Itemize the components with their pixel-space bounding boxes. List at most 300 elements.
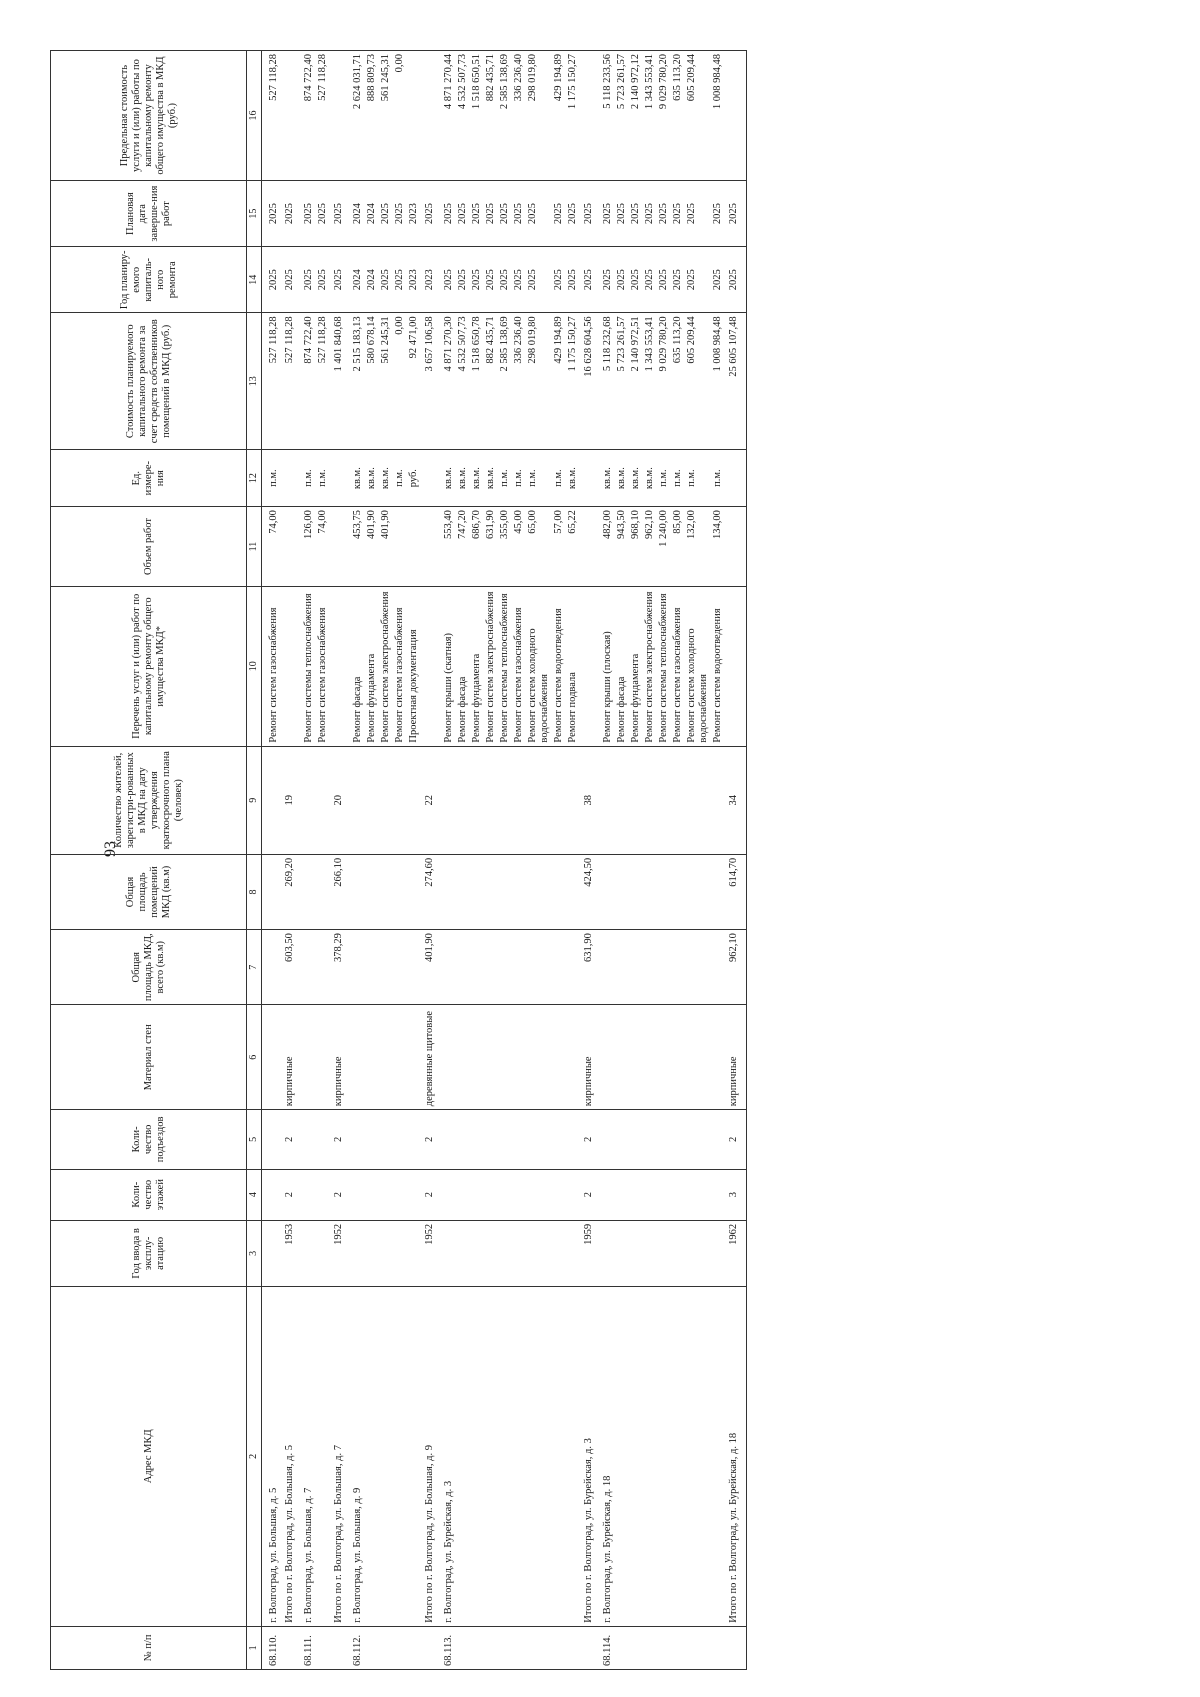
table-cell: 74,00 bbox=[316, 507, 330, 587]
table-cell: п.м. bbox=[552, 450, 566, 507]
table-cell: 2 bbox=[421, 1110, 442, 1169]
table-cell bbox=[442, 1169, 456, 1220]
table-cell bbox=[302, 1110, 316, 1169]
table-row bbox=[407, 51, 421, 1670]
table-cell bbox=[643, 1005, 657, 1110]
table-cell bbox=[262, 1005, 282, 1110]
table-cell bbox=[685, 1110, 711, 1169]
table-cell bbox=[262, 1110, 282, 1169]
table-cell bbox=[262, 746, 282, 854]
header-cell: Год ввода в эксплу-атацию bbox=[51, 1220, 247, 1286]
header-cell: Общая площадь помещений МКД (кв.м) bbox=[51, 854, 247, 929]
table-cell: 401,90 bbox=[365, 507, 379, 587]
table-cell: 882 435,71 bbox=[484, 313, 498, 450]
table-cell: 2 bbox=[281, 1110, 302, 1169]
table-cell: 401,90 bbox=[379, 507, 393, 587]
table-cell: 2025 bbox=[580, 247, 601, 313]
table-cell: 266,10 bbox=[330, 854, 351, 929]
table-cell bbox=[566, 1626, 580, 1669]
table-cell bbox=[615, 854, 629, 929]
header-cell: Коли-чество этажей bbox=[51, 1169, 247, 1220]
table-cell bbox=[330, 507, 351, 587]
table-cell bbox=[407, 1626, 421, 1669]
table-cell bbox=[566, 1220, 580, 1286]
table-cell: 1953 bbox=[281, 1220, 302, 1286]
table-cell bbox=[456, 1110, 470, 1169]
table-cell bbox=[526, 1005, 552, 1110]
table-cell bbox=[711, 1169, 725, 1220]
table-cell: 269,20 bbox=[281, 854, 302, 929]
table-cell: Ремонт системы теплоснабжения bbox=[302, 586, 316, 746]
table-cell: 5 723 261,57 bbox=[615, 51, 629, 181]
table-cell: 1962 bbox=[725, 1220, 747, 1286]
column-number: 2 bbox=[247, 1286, 262, 1626]
table-cell: 2025 bbox=[526, 181, 552, 247]
table-cell: 38 bbox=[580, 746, 601, 854]
table-cell bbox=[281, 586, 302, 746]
table-cell bbox=[470, 1169, 484, 1220]
table-cell: Ремонт систем водоотведения bbox=[711, 586, 725, 746]
table-cell: 635 113,20 bbox=[671, 313, 685, 450]
table-cell: 968,10 bbox=[629, 507, 643, 587]
table-cell: 1959 bbox=[580, 1220, 601, 1286]
rotated-table-container bbox=[50, 50, 1200, 1670]
table-cell: 2025 bbox=[552, 181, 566, 247]
table-cell: Ремонт системы теплоснабжения bbox=[657, 586, 671, 746]
table-cell bbox=[657, 1220, 671, 1286]
table-cell: 888 809,73 bbox=[365, 51, 379, 181]
table-cell: 19 bbox=[281, 746, 302, 854]
table-cell bbox=[407, 51, 421, 181]
table-cell bbox=[330, 1626, 351, 1669]
table-cell bbox=[566, 854, 580, 929]
table-row bbox=[566, 51, 580, 1670]
table-cell: 298 019,80 bbox=[526, 51, 552, 181]
table-cell bbox=[316, 930, 330, 1005]
table-cell: 1 518 650,51 bbox=[470, 51, 484, 181]
table-cell bbox=[512, 1005, 526, 1110]
table-cell bbox=[711, 1220, 725, 1286]
column-number: 16 bbox=[247, 51, 262, 181]
table-cell bbox=[629, 1110, 643, 1169]
table-cell bbox=[456, 1286, 470, 1626]
table-cell: г. Волгоград, ул. Большая, д. 5 bbox=[262, 1286, 282, 1626]
table-cell: 2025 bbox=[552, 247, 566, 313]
table-cell bbox=[512, 1286, 526, 1626]
table-cell bbox=[711, 1286, 725, 1626]
table-cell: 134,00 bbox=[711, 507, 725, 587]
table-cell bbox=[711, 1110, 725, 1169]
table-cell: Ремонт систем электроснабжения bbox=[379, 586, 393, 746]
table-cell bbox=[316, 746, 330, 854]
table-cell: 2025 bbox=[456, 247, 470, 313]
table-cell: 686,70 bbox=[470, 507, 484, 587]
table-cell: 1 343 553,41 bbox=[643, 313, 657, 450]
table-cell bbox=[657, 1626, 671, 1669]
table-cell bbox=[615, 746, 629, 854]
table-cell bbox=[685, 1626, 711, 1669]
table-row bbox=[302, 51, 316, 1670]
table-cell: 2025 bbox=[671, 181, 685, 247]
table-cell bbox=[456, 930, 470, 1005]
table-cell: 527 118,28 bbox=[262, 51, 282, 181]
table-cell: Проектная документация bbox=[407, 586, 421, 746]
table-cell bbox=[330, 51, 351, 181]
total-row bbox=[421, 51, 442, 1670]
table-row bbox=[711, 51, 725, 1670]
table-cell: 882 435,71 bbox=[484, 51, 498, 181]
table-cell: Ремонт систем холодного водоснабжения bbox=[685, 586, 711, 746]
table-cell bbox=[316, 1626, 330, 1669]
table-cell: Ремонт систем газоснабжения bbox=[316, 586, 330, 746]
table-cell bbox=[685, 854, 711, 929]
table-cell bbox=[685, 930, 711, 1005]
header-cell: Предельная стоимость услуги и (или) работы по капитальному ремонту общего имущества в МКД (руб.) bbox=[51, 51, 247, 181]
table-cell: 424,50 bbox=[580, 854, 601, 929]
table-cell: 614,70 bbox=[725, 854, 747, 929]
table-cell: Ремонт крыши (плоская) bbox=[601, 586, 615, 746]
table-cell: 2025 bbox=[302, 181, 316, 247]
table-cell: 2025 bbox=[330, 181, 351, 247]
table-cell bbox=[615, 1626, 629, 1669]
table-cell: 453,75 bbox=[351, 507, 365, 587]
table-cell: 527 118,28 bbox=[262, 313, 282, 450]
table-cell: 2025 bbox=[262, 247, 282, 313]
table-cell: 2025 bbox=[379, 181, 393, 247]
table-cell bbox=[566, 1286, 580, 1626]
table-cell: кв.м. bbox=[351, 450, 365, 507]
table-cell: п.м. bbox=[657, 450, 671, 507]
table-cell: 2025 bbox=[615, 247, 629, 313]
column-number: 10 bbox=[247, 586, 262, 746]
column-number: 8 bbox=[247, 854, 262, 929]
table-cell: 4 532 507,73 bbox=[456, 313, 470, 450]
table-cell bbox=[671, 1626, 685, 1669]
table-cell bbox=[580, 586, 601, 746]
table-cell: 605 209,44 bbox=[685, 313, 711, 450]
table-cell bbox=[498, 1220, 512, 1286]
table-cell: 527 118,28 bbox=[316, 51, 330, 181]
table-cell: 2025 bbox=[566, 181, 580, 247]
table-cell bbox=[302, 854, 316, 929]
table-cell bbox=[379, 1169, 393, 1220]
table-cell: Ремонт крыши (скатная) bbox=[442, 586, 456, 746]
table-cell bbox=[393, 1005, 407, 1110]
table-cell bbox=[629, 746, 643, 854]
table-cell bbox=[580, 51, 601, 181]
table-cell bbox=[498, 1286, 512, 1626]
table-cell bbox=[365, 1169, 379, 1220]
table-cell bbox=[580, 507, 601, 587]
table-cell: 9 029 780,20 bbox=[657, 51, 671, 181]
capital-repair-table bbox=[50, 50, 747, 1670]
table-cell bbox=[657, 930, 671, 1005]
table-row bbox=[484, 51, 498, 1670]
table-row bbox=[498, 51, 512, 1670]
table-cell bbox=[601, 854, 615, 929]
table-cell: п.м. bbox=[262, 450, 282, 507]
header-cell: Количество жителей, зарегистри-рованных в МКД на дату утверждения краткосрочного плана (человек) bbox=[51, 746, 247, 854]
table-cell: 2 bbox=[580, 1169, 601, 1220]
table-cell bbox=[484, 854, 498, 929]
table-cell bbox=[484, 1005, 498, 1110]
table-cell bbox=[407, 1005, 421, 1110]
table-cell bbox=[421, 507, 442, 587]
table-cell: 2025 bbox=[615, 181, 629, 247]
table-cell bbox=[442, 854, 456, 929]
table-cell: 74,00 bbox=[262, 507, 282, 587]
table-cell: 2025 bbox=[711, 181, 725, 247]
table-cell: 2025 bbox=[685, 181, 711, 247]
table-cell: кирпичные bbox=[580, 1005, 601, 1110]
table-cell bbox=[580, 1626, 601, 1669]
table-row bbox=[643, 51, 657, 1670]
table-cell bbox=[316, 1286, 330, 1626]
table-cell: 2025 bbox=[470, 247, 484, 313]
table-cell bbox=[643, 1626, 657, 1669]
table-row bbox=[685, 51, 711, 1670]
table-cell bbox=[711, 746, 725, 854]
table-cell: 4 532 507,73 bbox=[456, 51, 470, 181]
table-cell bbox=[393, 507, 407, 587]
table-cell bbox=[456, 1169, 470, 1220]
table-cell: 20 bbox=[330, 746, 351, 854]
header-cell: Год планиру-емого капиталь-ного ремонта bbox=[51, 247, 247, 313]
table-cell bbox=[421, 450, 442, 507]
table-cell: 1952 bbox=[421, 1220, 442, 1286]
table-cell bbox=[456, 854, 470, 929]
table-row bbox=[393, 51, 407, 1670]
table-cell: Итого по г. Волгоград, ул. Большая, д. 7 bbox=[330, 1286, 351, 1626]
table-cell bbox=[643, 1220, 657, 1286]
table-cell bbox=[393, 1110, 407, 1169]
table-cell: 68.114. bbox=[601, 1626, 615, 1669]
table-cell bbox=[470, 1005, 484, 1110]
table-cell bbox=[470, 746, 484, 854]
table-cell bbox=[281, 1626, 302, 1669]
table-cell bbox=[484, 1220, 498, 1286]
table-cell bbox=[601, 746, 615, 854]
table-cell bbox=[498, 854, 512, 929]
column-number-row bbox=[247, 51, 262, 1670]
table-cell: кв.м. bbox=[643, 450, 657, 507]
table-cell: 68.112. bbox=[351, 1626, 365, 1669]
table-cell bbox=[685, 1286, 711, 1626]
table-cell bbox=[456, 1626, 470, 1669]
table-cell bbox=[470, 1220, 484, 1286]
table-cell: 45,00 bbox=[512, 507, 526, 587]
table-cell: 0,00 bbox=[393, 313, 407, 450]
table-cell: 943,50 bbox=[615, 507, 629, 587]
table-cell bbox=[629, 854, 643, 929]
table-cell: кирпичные bbox=[330, 1005, 351, 1110]
table-cell: 2025 bbox=[302, 247, 316, 313]
table-cell: 2 585 138,69 bbox=[498, 51, 512, 181]
table-cell bbox=[407, 1110, 421, 1169]
header-row bbox=[51, 51, 247, 1670]
table-cell bbox=[526, 854, 552, 929]
table-cell bbox=[365, 1286, 379, 1626]
table-cell bbox=[629, 1169, 643, 1220]
table-cell: 1 401 840,68 bbox=[330, 313, 351, 450]
table-cell: г. Волгоград, ул. Большая, д. 7 bbox=[302, 1286, 316, 1626]
table-cell bbox=[629, 1220, 643, 1286]
table-cell bbox=[316, 1005, 330, 1110]
table-cell: 2 140 972,12 bbox=[629, 51, 643, 181]
table-cell bbox=[407, 1286, 421, 1626]
table-cell: 5 723 261,57 bbox=[615, 313, 629, 450]
table-cell bbox=[643, 1286, 657, 1626]
table-cell: 298 019,80 bbox=[526, 313, 552, 450]
table-cell bbox=[643, 1110, 657, 1169]
table-cell: 92 471,00 bbox=[407, 313, 421, 450]
table-cell bbox=[379, 854, 393, 929]
table-cell: Ремонт подвала bbox=[566, 586, 580, 746]
table-cell bbox=[552, 1286, 566, 1626]
table-cell bbox=[526, 746, 552, 854]
table-cell: 2025 bbox=[725, 247, 747, 313]
table-cell bbox=[512, 854, 526, 929]
table-cell: 580 678,14 bbox=[365, 313, 379, 450]
table-cell: 2025 bbox=[580, 181, 601, 247]
table-cell: 2025 bbox=[484, 247, 498, 313]
table-cell: Итого по г. Волгоград, ул. Большая, д. 9 bbox=[421, 1286, 442, 1626]
table-cell: 68.111. bbox=[302, 1626, 316, 1669]
table-cell: 631,90 bbox=[484, 507, 498, 587]
table-cell: 65,22 bbox=[566, 507, 580, 587]
table-cell: 2025 bbox=[470, 181, 484, 247]
table-cell: 2025 bbox=[685, 247, 711, 313]
table-cell: 132,00 bbox=[685, 507, 711, 587]
table-cell bbox=[629, 1286, 643, 1626]
table-cell bbox=[379, 1626, 393, 1669]
table-cell: 605 209,44 bbox=[685, 51, 711, 181]
table-cell: Ремонт фундамента bbox=[365, 586, 379, 746]
table-cell bbox=[393, 1220, 407, 1286]
table-cell: 378,29 bbox=[330, 930, 351, 1005]
table-row bbox=[552, 51, 566, 1670]
table-cell bbox=[685, 1169, 711, 1220]
header-cell: Материал стен bbox=[51, 1005, 247, 1110]
table-cell: кв.м. bbox=[629, 450, 643, 507]
table-cell bbox=[566, 1169, 580, 1220]
column-number: 7 bbox=[247, 930, 262, 1005]
table-row bbox=[442, 51, 456, 1670]
table-cell: 3 657 106,58 bbox=[421, 313, 442, 450]
table-cell bbox=[393, 746, 407, 854]
table-cell bbox=[262, 854, 282, 929]
table-cell: 2025 bbox=[281, 181, 302, 247]
column-number: 5 bbox=[247, 1110, 262, 1169]
table-cell bbox=[725, 1626, 747, 1669]
table-cell bbox=[351, 1005, 365, 1110]
table-cell bbox=[498, 746, 512, 854]
table-cell: 874 722,40 bbox=[302, 51, 316, 181]
table-cell: 2023 bbox=[421, 247, 442, 313]
table-cell bbox=[281, 450, 302, 507]
table-cell bbox=[552, 1005, 566, 1110]
table-cell bbox=[566, 1005, 580, 1110]
table-cell: 2025 bbox=[643, 181, 657, 247]
table-cell: 603,50 bbox=[281, 930, 302, 1005]
table-cell bbox=[351, 1169, 365, 1220]
table-cell: 336 236,40 bbox=[512, 313, 526, 450]
table-cell bbox=[393, 1286, 407, 1626]
table-cell bbox=[470, 930, 484, 1005]
table-cell: 65,00 bbox=[526, 507, 552, 587]
table-cell: 2024 bbox=[351, 181, 365, 247]
table-cell bbox=[601, 930, 615, 1005]
table-cell bbox=[725, 450, 747, 507]
table-cell: 2025 bbox=[526, 247, 552, 313]
table-cell: 482,00 bbox=[601, 507, 615, 587]
table-cell bbox=[330, 450, 351, 507]
table-cell bbox=[685, 1005, 711, 1110]
table-cell: 1 240,00 bbox=[657, 507, 671, 587]
table-cell bbox=[316, 1110, 330, 1169]
table-cell bbox=[407, 1169, 421, 1220]
table-cell bbox=[685, 1220, 711, 1286]
table-cell: 2025 bbox=[484, 181, 498, 247]
table-cell: 2 bbox=[330, 1169, 351, 1220]
table-cell: 401,90 bbox=[421, 930, 442, 1005]
table-cell bbox=[566, 1110, 580, 1169]
table-cell bbox=[711, 1626, 725, 1669]
table-cell: Итого по г. Волгоград, ул. Большая, д. 5 bbox=[281, 1286, 302, 1626]
table-cell: 85,00 bbox=[671, 507, 685, 587]
table-row bbox=[470, 51, 484, 1670]
table-cell bbox=[671, 1286, 685, 1626]
table-cell: 2025 bbox=[629, 181, 643, 247]
table-cell: 962,10 bbox=[725, 930, 747, 1005]
table-cell: 527 118,28 bbox=[316, 313, 330, 450]
table-cell: 2024 bbox=[365, 181, 379, 247]
table-row bbox=[629, 51, 643, 1670]
table-cell bbox=[262, 1169, 282, 1220]
table-cell: Ремонт систем холодного водоснабжения bbox=[526, 586, 552, 746]
table-cell: 2025 bbox=[566, 247, 580, 313]
table-cell: 2025 bbox=[442, 181, 456, 247]
table-cell bbox=[671, 1220, 685, 1286]
table-cell bbox=[566, 930, 580, 1005]
table-cell bbox=[365, 1005, 379, 1110]
table-cell: 2025 bbox=[281, 247, 302, 313]
table-cell: Ремонт фундамента bbox=[470, 586, 484, 746]
table-cell: 2025 bbox=[316, 247, 330, 313]
table-cell: Ремонт фундамента bbox=[629, 586, 643, 746]
table-cell: кв.м. bbox=[615, 450, 629, 507]
table-cell: 4 871 270,30 bbox=[442, 313, 456, 450]
table-row bbox=[365, 51, 379, 1670]
table-cell bbox=[657, 1110, 671, 1169]
table-cell: 2 585 138,69 bbox=[498, 313, 512, 450]
table-cell: 16 628 604,56 bbox=[580, 313, 601, 450]
table-cell bbox=[512, 1220, 526, 1286]
total-row bbox=[580, 51, 601, 1670]
table-row bbox=[526, 51, 552, 1670]
table-cell bbox=[365, 1110, 379, 1169]
table-cell bbox=[498, 1005, 512, 1110]
table-cell bbox=[566, 746, 580, 854]
table-cell: 2 515 183,13 bbox=[351, 313, 365, 450]
table-cell bbox=[512, 930, 526, 1005]
table-cell: 34 bbox=[725, 746, 747, 854]
table-cell bbox=[601, 1110, 615, 1169]
table-cell bbox=[393, 1626, 407, 1669]
table-cell: 2 bbox=[580, 1110, 601, 1169]
table-cell: п.м. bbox=[526, 450, 552, 507]
table-cell bbox=[365, 1626, 379, 1669]
